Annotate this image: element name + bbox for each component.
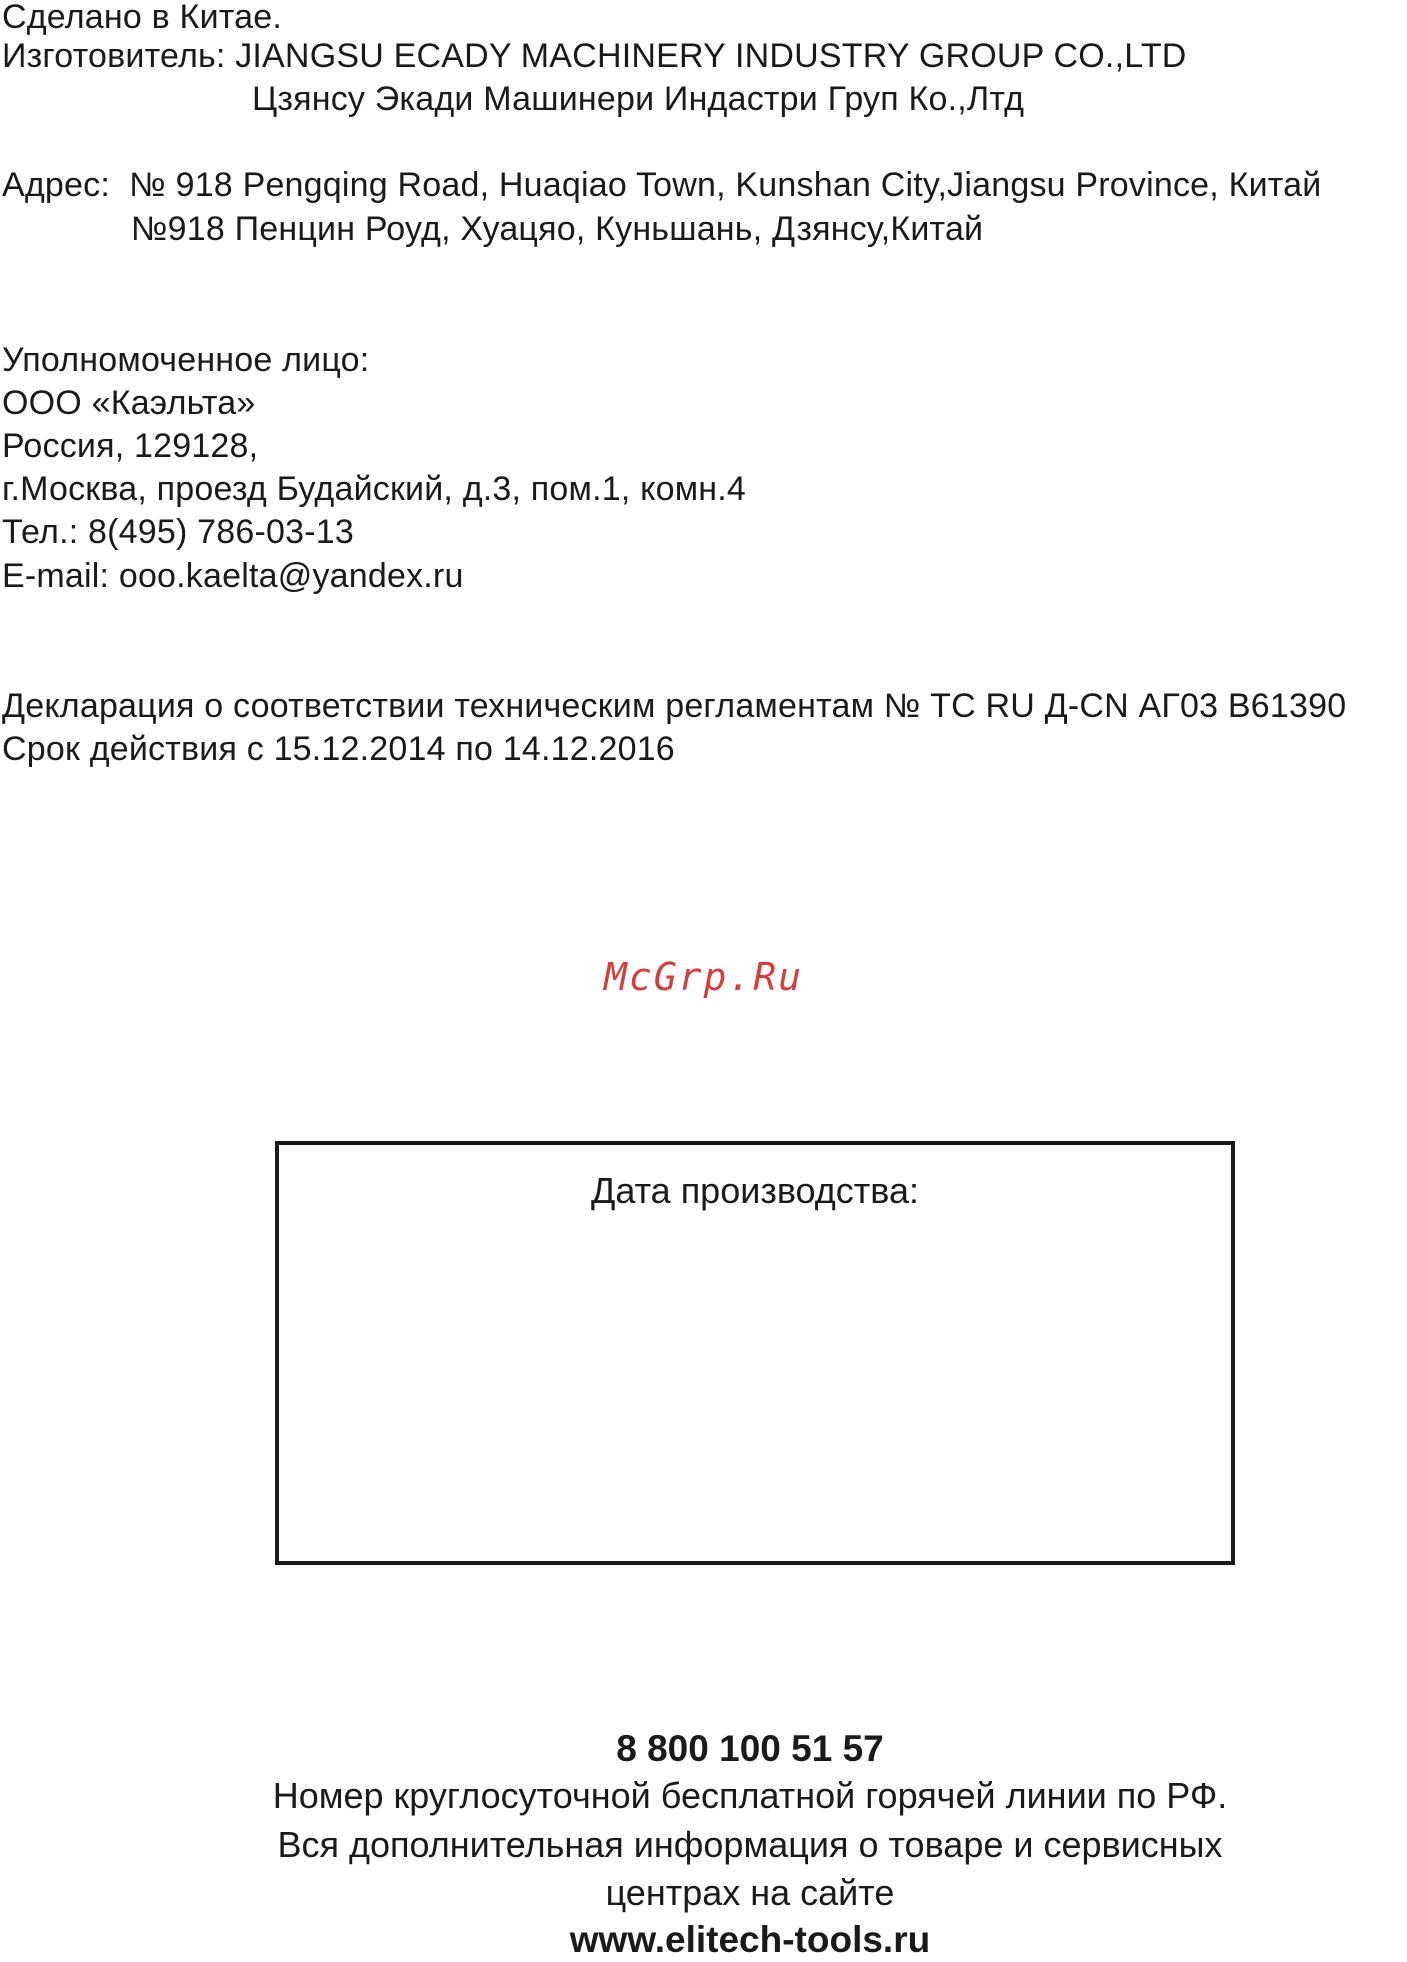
hotline-number: 8 800 100 51 57 xyxy=(616,1728,884,1769)
manufacturer-name: Изготовитель: JIANGSU ECADY MACHINERY INDUSTRY GROUP CO.,LTD xyxy=(2,37,1187,75)
website-link[interactable]: www.elitech-tools.ru xyxy=(569,1919,931,1960)
authorized-heading: Уполномоченное лицо: xyxy=(2,341,370,379)
manufacturer-address-ru: №918 Пенцин Роуд, Хуацяо, Куньшань, Дзянсу,Китай xyxy=(131,210,984,248)
manufacturer-name-ru: Цзянсу Экади Машинери Индастри Груп Ко.,Лтд xyxy=(252,80,1025,118)
authorized-email: E-mail: ooo.kaelta@yandex.ru xyxy=(2,557,464,595)
production-date-box xyxy=(275,1141,1235,1565)
manufacturer-address: Адрес: № 918 Pengqing Road, Huaqiao Town, Kunshan City,Jiangsu Province, Китай xyxy=(2,166,1322,204)
made-in-text: Сделано в Китае. xyxy=(2,0,283,36)
declaration-validity: Срок действия с 15.12.2014 по 14.12.2016 xyxy=(2,730,675,768)
hotline-description: Номер круглосуточной бесплатной горячей линии по РФ. xyxy=(272,1775,1228,1816)
production-date-label: Дата производства: xyxy=(590,1170,920,1211)
authorized-phone: Тел.: 8(495) 786-03-13 xyxy=(2,513,354,551)
declaration-number: Декларация о соответствии техническим регламентам № ТС RU Д-CN АГ03 В61390 xyxy=(2,687,1347,725)
authorized-street: г.Москва, проезд Будайский, д.3, пом.1, комн.4 xyxy=(2,470,747,508)
info-line-2: центрах на сайте xyxy=(605,1872,895,1913)
watermark-text: McGrp.Ru xyxy=(603,955,804,999)
info-line-1: Вся дополнительная информация о товаре и сервисных xyxy=(277,1824,1223,1865)
authorized-company: ООО «Каэльта» xyxy=(2,384,256,422)
authorized-country-zip: Россия, 129128, xyxy=(2,427,259,465)
